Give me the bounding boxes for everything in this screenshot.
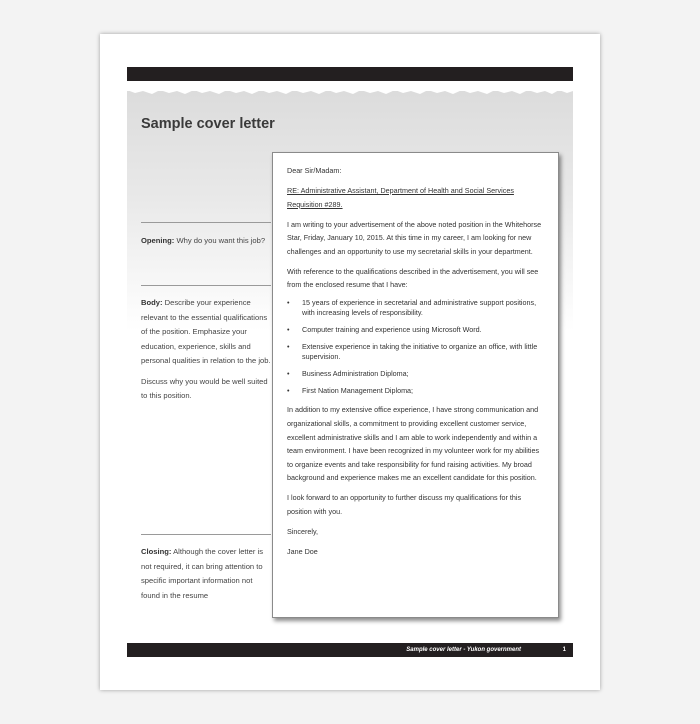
- letter-re-line: RE: Administrative Assistant, Department of Health and Social Services Requisition #289.: [287, 185, 514, 209]
- closing-note: [141, 545, 273, 603]
- letter-signature: Jane Doe: [287, 546, 318, 556]
- list-item: • Business Administration Diploma;: [287, 369, 409, 379]
- letter-salutation: Dear Sir/Madam:: [287, 166, 342, 175]
- closing-text: Although the cover letter is not required, it can bring attention to specific important information not found in the resume: [141, 547, 263, 600]
- document-page: [100, 34, 600, 690]
- letter-paragraph: With reference to the qualifications described in the advertisement, you will see from the enclosed resume that I have:: [287, 266, 539, 290]
- letter-paragraph: I am writing to your advertisement of the above noted position in the Whitehorse Star, Friday, January 10, 2015. At this time in my career, I am looking for new challenges and an opportunity to use my secretarial skills in your department.: [287, 219, 542, 256]
- body-text: Describe your experience relevant to the essential qualifications of the position. Emphasize your education, experience, skills and personal qualities in relation to the job.: [141, 298, 271, 365]
- opening-note: [141, 234, 273, 249]
- bullet-icon: •: [287, 298, 290, 308]
- document-title: Sample cover letter: [141, 116, 275, 132]
- letter-paragraph: In addition to my extensive office experience, I have strong communication and organizational skills, a commitment to providing excellent customer service, excellent administrative skills and I am able to work independently and within a team environment. I have been recognized in my volunteer work for my abilities to organize events and take responsibility for fund raising activities. My broad background and experience makes me an excellent candidate for this position.: [287, 405, 540, 483]
- divider-opening: [141, 222, 271, 223]
- sample-letter: [272, 152, 559, 618]
- header-bar: [127, 67, 573, 81]
- closing-heading: Closing:: [141, 547, 172, 556]
- footer-bar: [127, 643, 573, 657]
- body-text-2: Discuss why you would be well suited to this position.: [141, 376, 268, 400]
- page-number: 1: [562, 647, 566, 653]
- list-item: • Extensive experience in taking the initiative to organize an office, with little supervision.: [287, 342, 538, 362]
- list-item: • Computer training and experience using Microsoft Word.: [287, 325, 482, 335]
- bullet-icon: •: [287, 342, 290, 352]
- list-item: • First Nation Management Diploma;: [287, 386, 414, 396]
- torn-paper-edge: [127, 87, 573, 97]
- footer-text: Sample cover letter - Yukon government: [406, 647, 521, 653]
- opening-heading: Opening:: [141, 236, 175, 245]
- bullet-icon: •: [287, 369, 290, 379]
- list-item: • 15 years of experience in secretarial and administrative support positions, with increasing levels of responsibility.: [287, 298, 537, 318]
- divider-closing: [141, 534, 271, 535]
- body-heading: Body:: [141, 298, 163, 307]
- qualifications-list: [287, 298, 544, 396]
- opening-text: Why do you want this job?: [176, 236, 266, 245]
- divider-body: [141, 285, 271, 286]
- body-note: [141, 296, 273, 410]
- letter-paragraph: I look forward to an opportunity to further discuss my qualifications for this position with you.: [287, 493, 522, 516]
- letter-closing: Sincerely,: [287, 526, 319, 536]
- bullet-icon: •: [287, 325, 290, 335]
- bullet-icon: •: [287, 386, 290, 396]
